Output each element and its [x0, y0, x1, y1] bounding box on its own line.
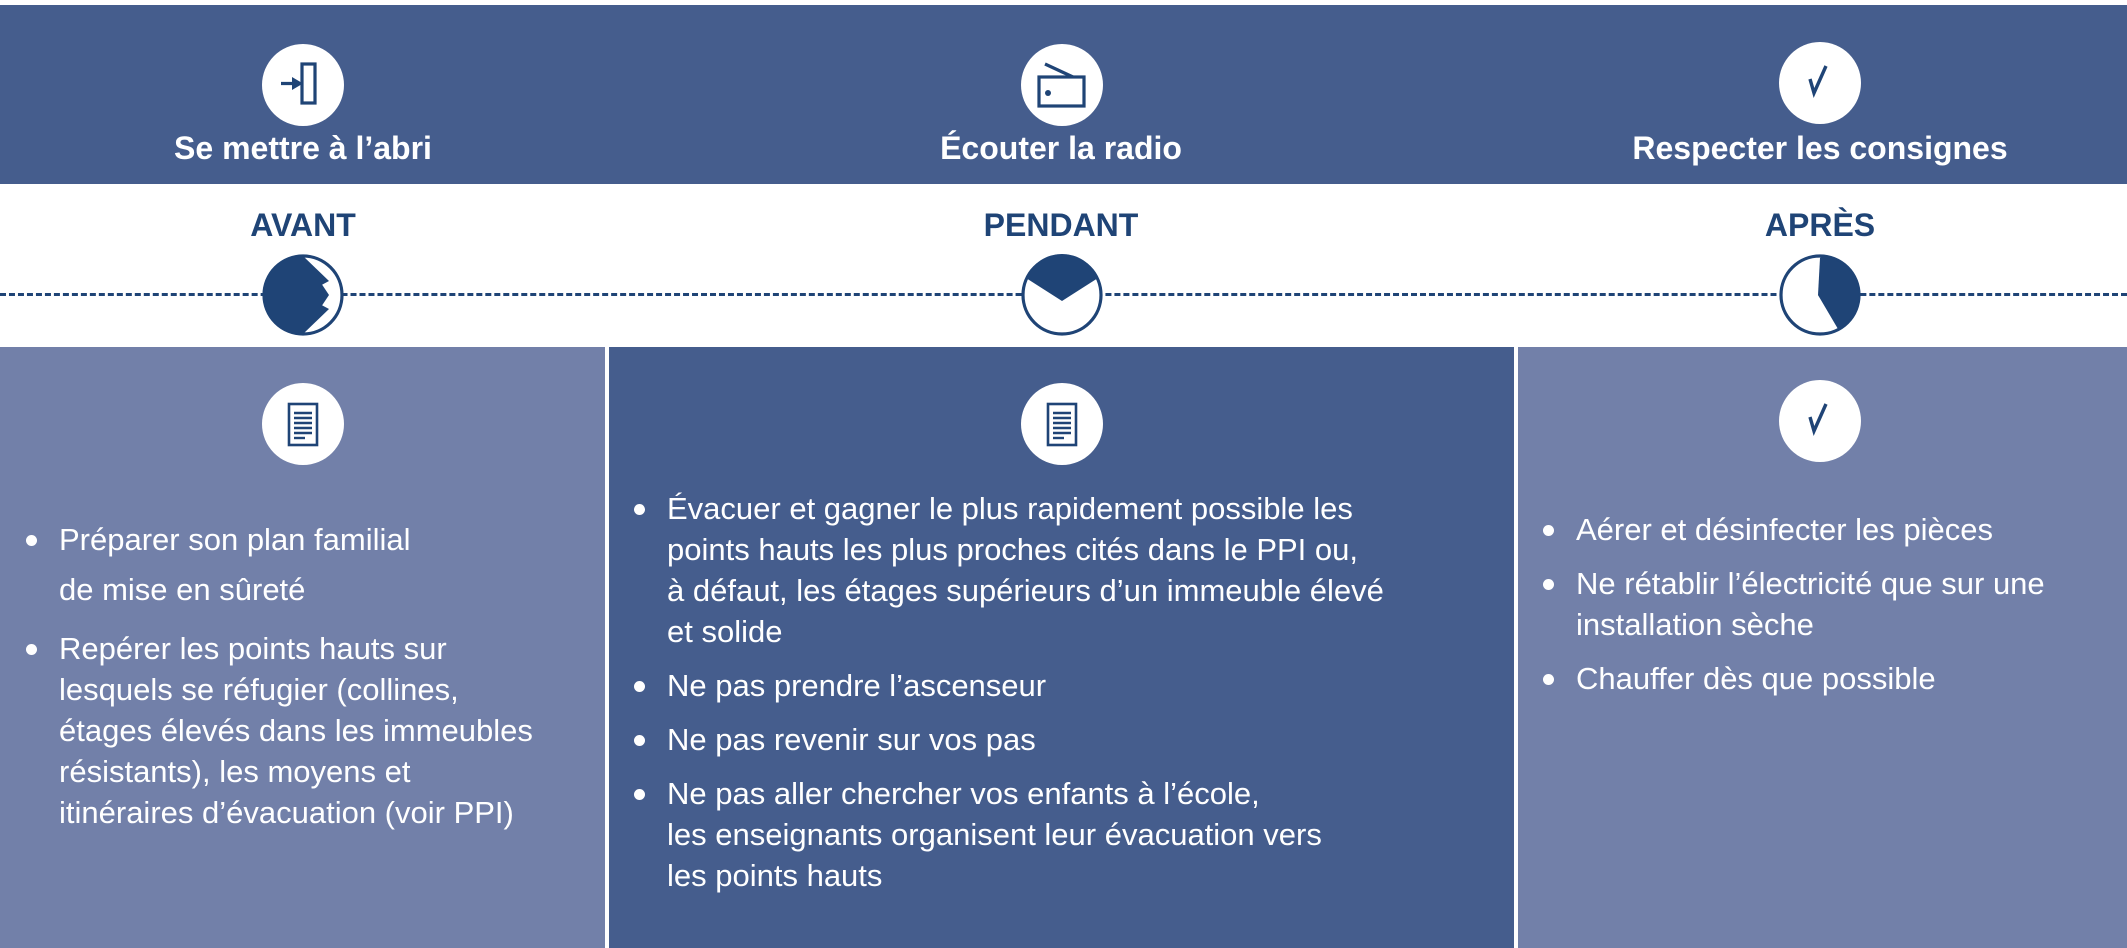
before-instructions-list — [26, 515, 596, 846]
panel-after — [1518, 347, 2127, 948]
phase-label-before: AVANT — [250, 207, 356, 243]
list-item: Chauffer dès que possible — [1543, 658, 2118, 699]
timeline-marker-during-icon — [1020, 253, 1104, 337]
after-instructions-list — [1543, 509, 2118, 712]
checkmark-icon — [1779, 42, 1861, 124]
list-item: Ne pas prendre l’ascenseur — [634, 665, 1504, 706]
timeline-marker-before-icon — [261, 253, 345, 337]
list-item: Préparer son plan familial de mise en sûreté — [26, 515, 596, 615]
timeline-marker-after-icon — [1778, 253, 1862, 337]
list-item: Aérer et désinfecter les pièces — [1543, 509, 2118, 550]
list-item: Ne pas revenir sur vos pas — [634, 719, 1504, 760]
document-icon — [262, 383, 344, 465]
document-icon — [1021, 383, 1103, 465]
list-item: Évacuer et gagner le plus rapidement possible les points hauts les plus proches cités dans le PPI ou, à défaut, les étages supérieurs d’un immeuble élevé et solide — [634, 488, 1504, 652]
checkmark-icon — [1779, 380, 1861, 462]
action-label-instructions: Respecter les consignes — [1632, 130, 2008, 166]
list-item: Ne rétablir l’électricité que sur une installation sèche — [1543, 563, 2118, 645]
list-item: Repérer les points hauts sur lesquels se réfugier (collines, étages élevés dans les immeubles résistants), les moyens et itinéraires d’évacuation (voir PPI) — [26, 628, 596, 833]
radio-icon — [1021, 44, 1103, 126]
action-label-radio: Écouter la radio — [940, 130, 1182, 166]
action-label-shelter: Se mettre à l’abri — [174, 130, 432, 166]
phase-label-during: PENDANT — [983, 207, 1139, 243]
list-item: Ne pas aller chercher vos enfants à l’école, les enseignants organisent leur évacuation vers les points hauts — [634, 773, 1504, 896]
shelter-enter-icon — [262, 44, 344, 126]
during-instructions-list — [634, 488, 1504, 909]
panel-before — [0, 347, 605, 948]
panel-during — [609, 347, 1514, 948]
phase-label-after: APRÈS — [1764, 207, 1876, 243]
